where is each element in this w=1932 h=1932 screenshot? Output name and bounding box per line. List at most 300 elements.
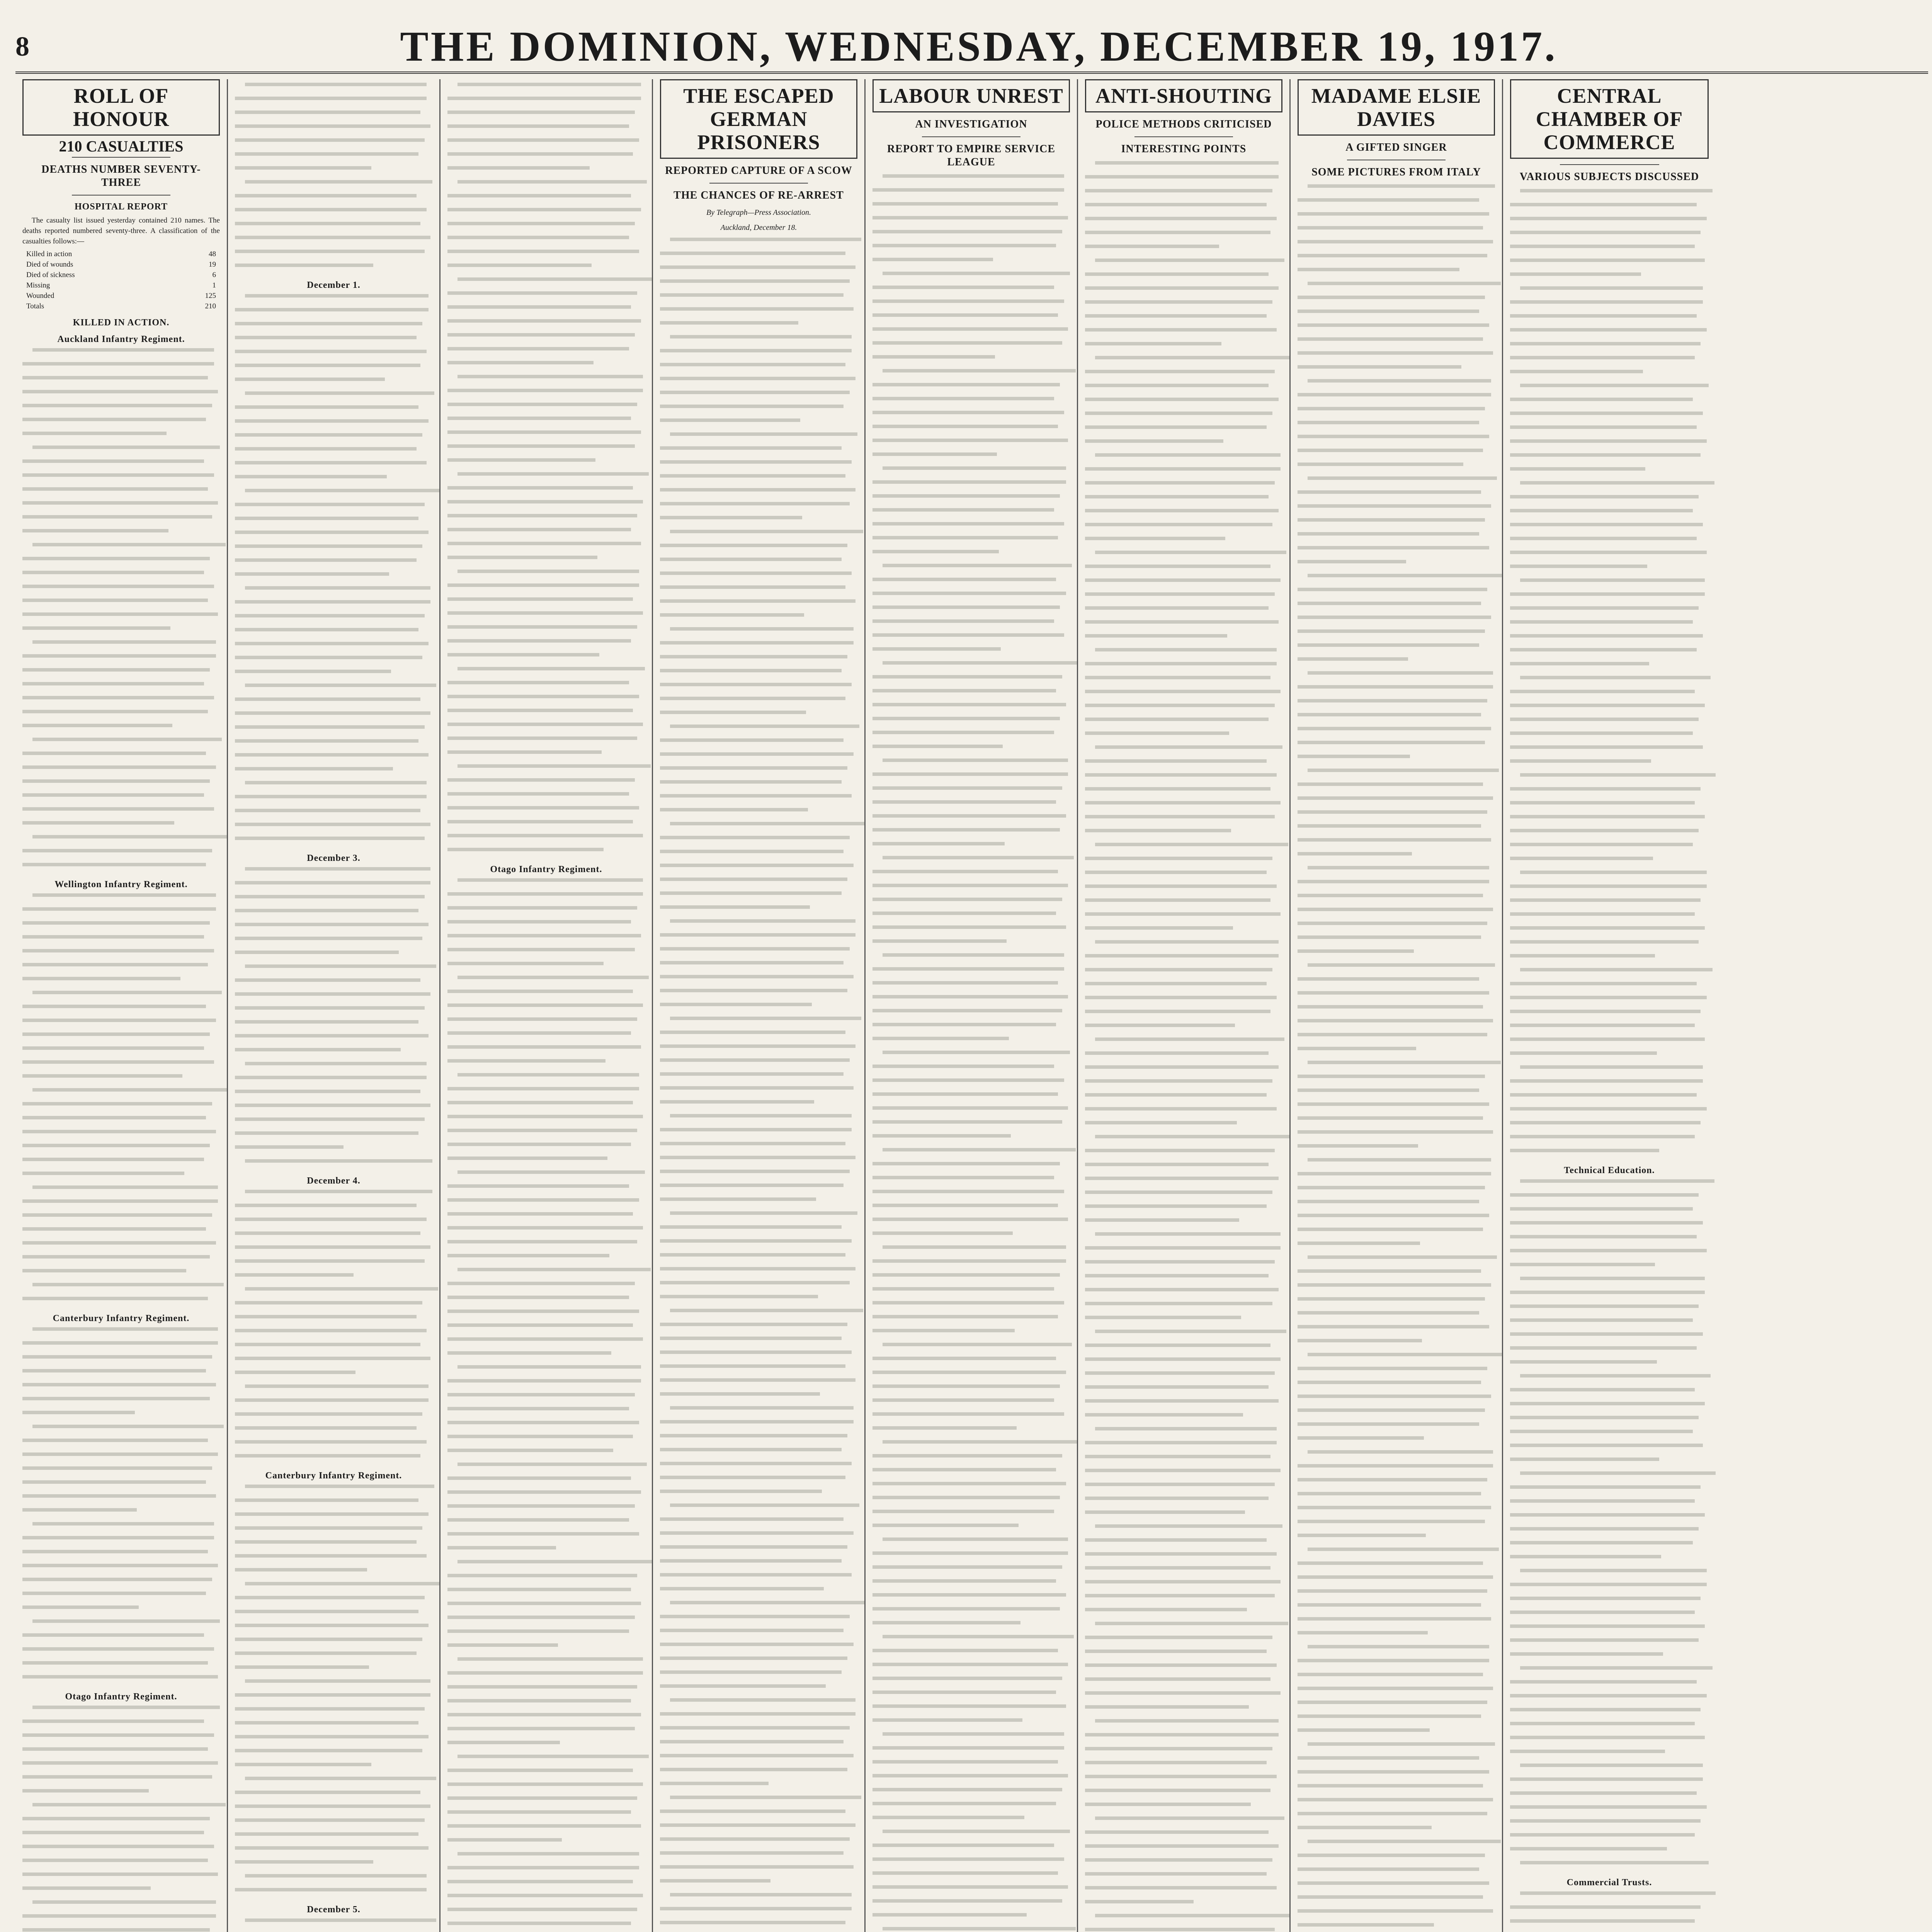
text-line: [1085, 1761, 1282, 1771]
text-line: [1298, 810, 1495, 821]
text-line: [1510, 1346, 1709, 1357]
text-line: [1510, 356, 1709, 366]
intro-paragraph: The casualty list issued yesterday contained 210 names. The deaths reported numbered seventy-three. A classification of the casualties follows:—: [22, 216, 220, 245]
text-line: [22, 1592, 220, 1602]
columns: [15, 79, 1928, 1932]
text-line: [1510, 509, 1709, 519]
text-line: [447, 1435, 645, 1445]
text-line: [872, 1357, 1070, 1367]
text-block: [1510, 1891, 1709, 1932]
text-line: [1298, 1798, 1495, 1808]
text-line: [872, 188, 1070, 199]
casualty-table-row: [22, 270, 220, 280]
text-line: [1298, 1714, 1495, 1725]
text-line: [1085, 189, 1282, 199]
text-line: [1085, 537, 1282, 547]
text-line: [22, 585, 220, 595]
text-line: [872, 856, 1070, 866]
text-line: [1510, 370, 1709, 380]
text-line: [235, 1384, 432, 1395]
text-line: [1298, 1283, 1495, 1294]
text-line: [1298, 268, 1495, 278]
regiment-heading: Wellington Infantry Regiment.: [54, 879, 188, 889]
text-line: [660, 738, 857, 749]
text-line: [1298, 574, 1495, 584]
text-line: [235, 1485, 432, 1495]
text-line: [235, 1777, 432, 1787]
text-line: [235, 558, 432, 569]
text-line: [235, 1231, 432, 1242]
text-line: [235, 1398, 432, 1409]
text-line: [1085, 1107, 1282, 1117]
text-line: [660, 1184, 857, 1194]
text-line: [1510, 1291, 1709, 1301]
text-line: [235, 1006, 432, 1017]
text-line: [1085, 940, 1282, 951]
text-line: [872, 619, 1070, 630]
casualty-label: Missing: [26, 281, 50, 289]
text-line: [22, 487, 220, 498]
text-line: [22, 907, 220, 918]
text-line: [22, 1928, 220, 1932]
text-line: [22, 418, 220, 428]
text-line: [1510, 1624, 1709, 1635]
text-line: [447, 597, 645, 608]
text-line: [872, 1663, 1070, 1673]
text-line: [1298, 685, 1495, 696]
text-line: [235, 1104, 432, 1114]
subheading: VARIOUS SUBJECTS DISCUSSED: [1519, 171, 1699, 183]
text-line: [660, 1044, 857, 1055]
text-line: [872, 1148, 1070, 1158]
text-line: [235, 544, 432, 555]
text-line: [1085, 439, 1282, 450]
text-line: [1298, 1158, 1495, 1168]
text-line: [660, 1086, 857, 1097]
text-line: [660, 1921, 857, 1931]
text-line: [660, 1684, 857, 1695]
text-line: [447, 723, 645, 733]
text-line: [660, 850, 857, 860]
text-line: [235, 531, 432, 541]
text-line: [235, 1918, 432, 1929]
text-line: [660, 1420, 857, 1430]
text-line: [447, 1504, 645, 1515]
text-line: [1510, 1694, 1709, 1704]
text-line: [1085, 245, 1282, 255]
text-line: [447, 1713, 645, 1723]
text-line: [1085, 259, 1282, 269]
text-line: [872, 369, 1070, 379]
text-line: [1085, 1274, 1282, 1284]
text-line: [1085, 1858, 1282, 1869]
text-line: [872, 1120, 1070, 1131]
casualty-table-row: [22, 249, 220, 259]
text-line: [660, 947, 857, 957]
text-line: [660, 1350, 857, 1361]
text-line: [872, 703, 1070, 713]
text-line: [22, 1508, 220, 1519]
text-line: [22, 1130, 220, 1140]
text-line: [1298, 1269, 1495, 1280]
text-line: [872, 1927, 1070, 1932]
text-line: [872, 1092, 1070, 1103]
text-line: [660, 307, 857, 318]
text-line: [447, 920, 645, 930]
text-line: [22, 1102, 220, 1112]
text-line: [22, 696, 220, 706]
text-line: [1298, 671, 1495, 682]
text-line: [1510, 259, 1709, 269]
labour-unrest-heading: LABOUR UNREST: [872, 79, 1070, 112]
text-line: [1085, 1733, 1282, 1743]
text-line: [872, 1732, 1070, 1743]
text-line: [1085, 1650, 1282, 1660]
text-line: [660, 474, 857, 485]
text-line: [235, 1749, 432, 1759]
text-line: [22, 738, 220, 748]
text-line: [660, 1225, 857, 1236]
text-line: [1298, 546, 1495, 556]
casualty-table-row: [22, 280, 220, 291]
text-line: [872, 480, 1070, 491]
text-line: [1510, 481, 1709, 492]
text-line: [22, 654, 220, 665]
text-line: [447, 1476, 645, 1487]
text-line: [1510, 245, 1709, 255]
text-line: [872, 1343, 1070, 1353]
text-line: [1510, 592, 1709, 603]
text-line: [1510, 537, 1709, 547]
text-line: [447, 514, 645, 524]
text-line: [447, 1741, 645, 1751]
text-line: [1298, 852, 1495, 862]
text-line: [235, 208, 432, 218]
text-line: [872, 1704, 1070, 1715]
text-line: [447, 111, 645, 121]
text-line: [1298, 1172, 1495, 1182]
text-line: [1298, 657, 1495, 668]
text-line: [872, 1426, 1070, 1437]
text-block: [235, 1918, 432, 1932]
text-line: [1085, 481, 1282, 492]
text-line: [660, 1378, 857, 1389]
text-line: [1298, 240, 1495, 250]
text-line: [235, 909, 432, 919]
text-line: [1510, 1458, 1709, 1468]
text-line: [1510, 759, 1709, 770]
text-line: [1085, 843, 1282, 853]
text-line: [447, 97, 645, 107]
text-line: [1510, 1861, 1709, 1871]
column-5: [866, 79, 1078, 1932]
text-line: [872, 647, 1070, 658]
text-line: [872, 1078, 1070, 1089]
text-line: [447, 1922, 645, 1932]
text-line: [22, 473, 220, 484]
text-line: [1298, 1367, 1495, 1377]
text-block: [235, 294, 432, 847]
regiment-heading: Canterbury Infantry Regiment.: [265, 1471, 402, 1481]
text-line: [872, 1816, 1070, 1826]
text-line: [235, 124, 432, 135]
text-line: [1085, 1705, 1282, 1716]
text-line: [22, 1886, 220, 1897]
text-line: [1085, 1538, 1282, 1549]
text-line: [872, 1746, 1070, 1757]
text-line: [1298, 1325, 1495, 1335]
text-line: [22, 1647, 220, 1658]
text-block: [22, 1706, 220, 1932]
text-line: [22, 1619, 220, 1630]
text-line: [872, 1579, 1070, 1590]
text-line: [447, 500, 645, 510]
text-line: [22, 863, 220, 873]
text-line: [1298, 824, 1495, 835]
text-line: [235, 1540, 432, 1551]
text-line: [447, 1810, 645, 1821]
text-line: [1298, 518, 1495, 529]
text-line: [1085, 328, 1282, 338]
text-line: [660, 711, 857, 721]
text-line: [235, 1596, 432, 1606]
text-line: [660, 1253, 857, 1264]
text-line: [447, 403, 645, 413]
text-line: [660, 1058, 857, 1069]
text-line: [1298, 337, 1495, 348]
text-line: [235, 809, 432, 819]
text-line: [22, 557, 220, 567]
text-line: [22, 668, 220, 679]
text-line: [22, 1297, 220, 1307]
text-line: [1510, 1318, 1709, 1329]
text-line: [1085, 1747, 1282, 1757]
casualty-count: 210 CASUALTIES: [59, 138, 184, 155]
text-line: [235, 1090, 432, 1100]
text-line: [872, 1218, 1070, 1228]
text-line: [1085, 1844, 1282, 1855]
text-line: [1298, 727, 1495, 737]
text-line: [447, 347, 645, 357]
text-line: [22, 935, 220, 946]
text-line: [447, 528, 645, 538]
text-line: [447, 1463, 645, 1473]
text-line: [1298, 198, 1495, 209]
text-line: [1085, 871, 1282, 881]
text-line: [447, 180, 645, 190]
text-line: [872, 1287, 1070, 1298]
text-line: [1510, 1179, 1709, 1190]
text-line: [1298, 1659, 1495, 1669]
text-line: [660, 1698, 857, 1709]
text-line: [660, 780, 857, 791]
text-line: [660, 1031, 857, 1041]
text-line: [1510, 1777, 1709, 1788]
text-line: [447, 1351, 645, 1362]
text-line: [447, 1671, 645, 1682]
text-line: [1510, 1611, 1709, 1621]
text-line: [235, 1159, 432, 1170]
text-line: [1085, 704, 1282, 714]
text-line: [1510, 1833, 1709, 1844]
text-line: [1510, 1708, 1709, 1718]
text-line: [1510, 634, 1709, 645]
text-line: [447, 389, 645, 399]
text-line: [660, 933, 857, 944]
text-line: [447, 570, 645, 580]
text-line: [660, 724, 857, 735]
text-line: [872, 1176, 1070, 1186]
deaths-subheading: DEATHS NUMBER SEVENTY-THREE: [41, 163, 201, 189]
text-line: [447, 695, 645, 705]
text-line: [872, 1496, 1070, 1506]
text-line: [1298, 1548, 1495, 1558]
text-line: [1085, 495, 1282, 505]
text-line: [235, 628, 432, 638]
text-line: [872, 1315, 1070, 1325]
text-line: [872, 299, 1070, 310]
text-line: [22, 977, 220, 987]
text-line: [447, 1574, 645, 1584]
text-line: [1085, 759, 1282, 770]
text-line: [872, 1371, 1070, 1381]
text-line: [1298, 1923, 1495, 1932]
text-line: [235, 1190, 432, 1200]
text-line: [235, 489, 432, 499]
text-line: [872, 383, 1070, 393]
text-line: [1298, 1909, 1495, 1920]
text-line: [1298, 1464, 1495, 1475]
text-line: [1298, 1506, 1495, 1516]
text-line: [447, 1685, 645, 1696]
text-line: [1510, 1332, 1709, 1343]
text-line: [660, 585, 857, 596]
text-line: [1085, 300, 1282, 311]
text-line: [660, 279, 857, 290]
casualty-label: Totals: [26, 302, 44, 310]
text-line: [872, 1635, 1070, 1645]
text-line: [22, 1341, 220, 1352]
text-line: [872, 661, 1070, 672]
text-line: [660, 1851, 857, 1862]
text-line: [22, 1605, 220, 1616]
text-line: [1298, 1088, 1495, 1099]
text-line: [1298, 1339, 1495, 1349]
text-line: [660, 878, 857, 888]
text-line: [1298, 922, 1495, 932]
text-line: [1510, 1891, 1709, 1902]
text-line: [1085, 606, 1282, 617]
text-line: [1298, 1395, 1495, 1405]
text-line: [660, 975, 857, 985]
text-line: [235, 1301, 432, 1311]
text-line: [235, 166, 432, 177]
text-line: [660, 655, 857, 665]
text-line: [447, 152, 645, 163]
text-line: [22, 459, 220, 470]
text-line: [660, 1837, 857, 1848]
text-line: [1510, 217, 1709, 227]
text-block: [1510, 189, 1709, 1159]
text-line: [1510, 704, 1709, 714]
text-line: [447, 444, 645, 455]
text-line: [1298, 1756, 1495, 1767]
text-line: [660, 808, 857, 818]
text-line: [1085, 676, 1282, 686]
text-line: [1298, 310, 1495, 320]
text-line: [22, 849, 220, 859]
text-line: [22, 1831, 220, 1841]
text-line: [447, 1894, 645, 1904]
text-line: [872, 675, 1070, 685]
text-line: [872, 286, 1070, 296]
text-line: [1510, 1750, 1709, 1760]
text-line: [22, 1661, 220, 1672]
text-line: [1298, 1589, 1495, 1600]
text-line: [872, 1885, 1070, 1896]
text-line: [660, 1782, 857, 1792]
text-line: [1085, 1719, 1282, 1730]
text-line: [235, 503, 432, 513]
text-line: [22, 921, 220, 932]
text-line: [1510, 1905, 1709, 1916]
text-line: [1298, 1381, 1495, 1391]
text-line: [235, 1512, 432, 1523]
text-line: [872, 633, 1070, 644]
text-line: [1298, 476, 1495, 487]
chamber-of-commerce-heading: CENTRAL CHAMBER OF COMMERCE: [1510, 79, 1709, 159]
subheading: AN INVESTIGATION: [915, 118, 1027, 130]
text-line: [235, 697, 432, 708]
text-line: [1298, 894, 1495, 904]
text-line: [1510, 1847, 1709, 1857]
text-line: [872, 1329, 1070, 1339]
text-line: [235, 1131, 432, 1142]
text-line: [660, 1239, 857, 1250]
text-line: [1085, 1789, 1282, 1799]
text-line: [447, 681, 645, 691]
text-line: [1510, 926, 1709, 937]
text-line: [235, 1624, 432, 1634]
text-line: [235, 600, 432, 611]
text-line: [447, 906, 645, 917]
regiment-heading: Auckland Infantry Regiment.: [57, 334, 185, 344]
text-line: [660, 1740, 857, 1750]
divider: [709, 183, 808, 184]
text-line: [235, 322, 432, 332]
text-line: [447, 1421, 645, 1431]
text-line: [660, 613, 857, 624]
text-line: [22, 765, 220, 776]
text-line: [660, 1573, 857, 1583]
text-line: [1298, 1561, 1495, 1572]
text-line: [872, 1774, 1070, 1784]
subheading: REPORTED CAPTURE OF A SCOW: [665, 165, 852, 177]
text-line: [235, 222, 432, 232]
text-line: [1085, 1691, 1282, 1702]
text-line: [660, 1392, 857, 1403]
text-line: [1510, 1680, 1709, 1690]
text-line: [447, 1337, 645, 1348]
text-line: [660, 516, 857, 526]
text-line: [872, 536, 1070, 546]
text-line: [1085, 1163, 1282, 1173]
text-line: [1085, 620, 1282, 631]
text-line: [872, 1051, 1070, 1061]
text-line: [1085, 1816, 1282, 1827]
text-line: [1085, 1872, 1282, 1883]
text-line: [1085, 1204, 1282, 1215]
